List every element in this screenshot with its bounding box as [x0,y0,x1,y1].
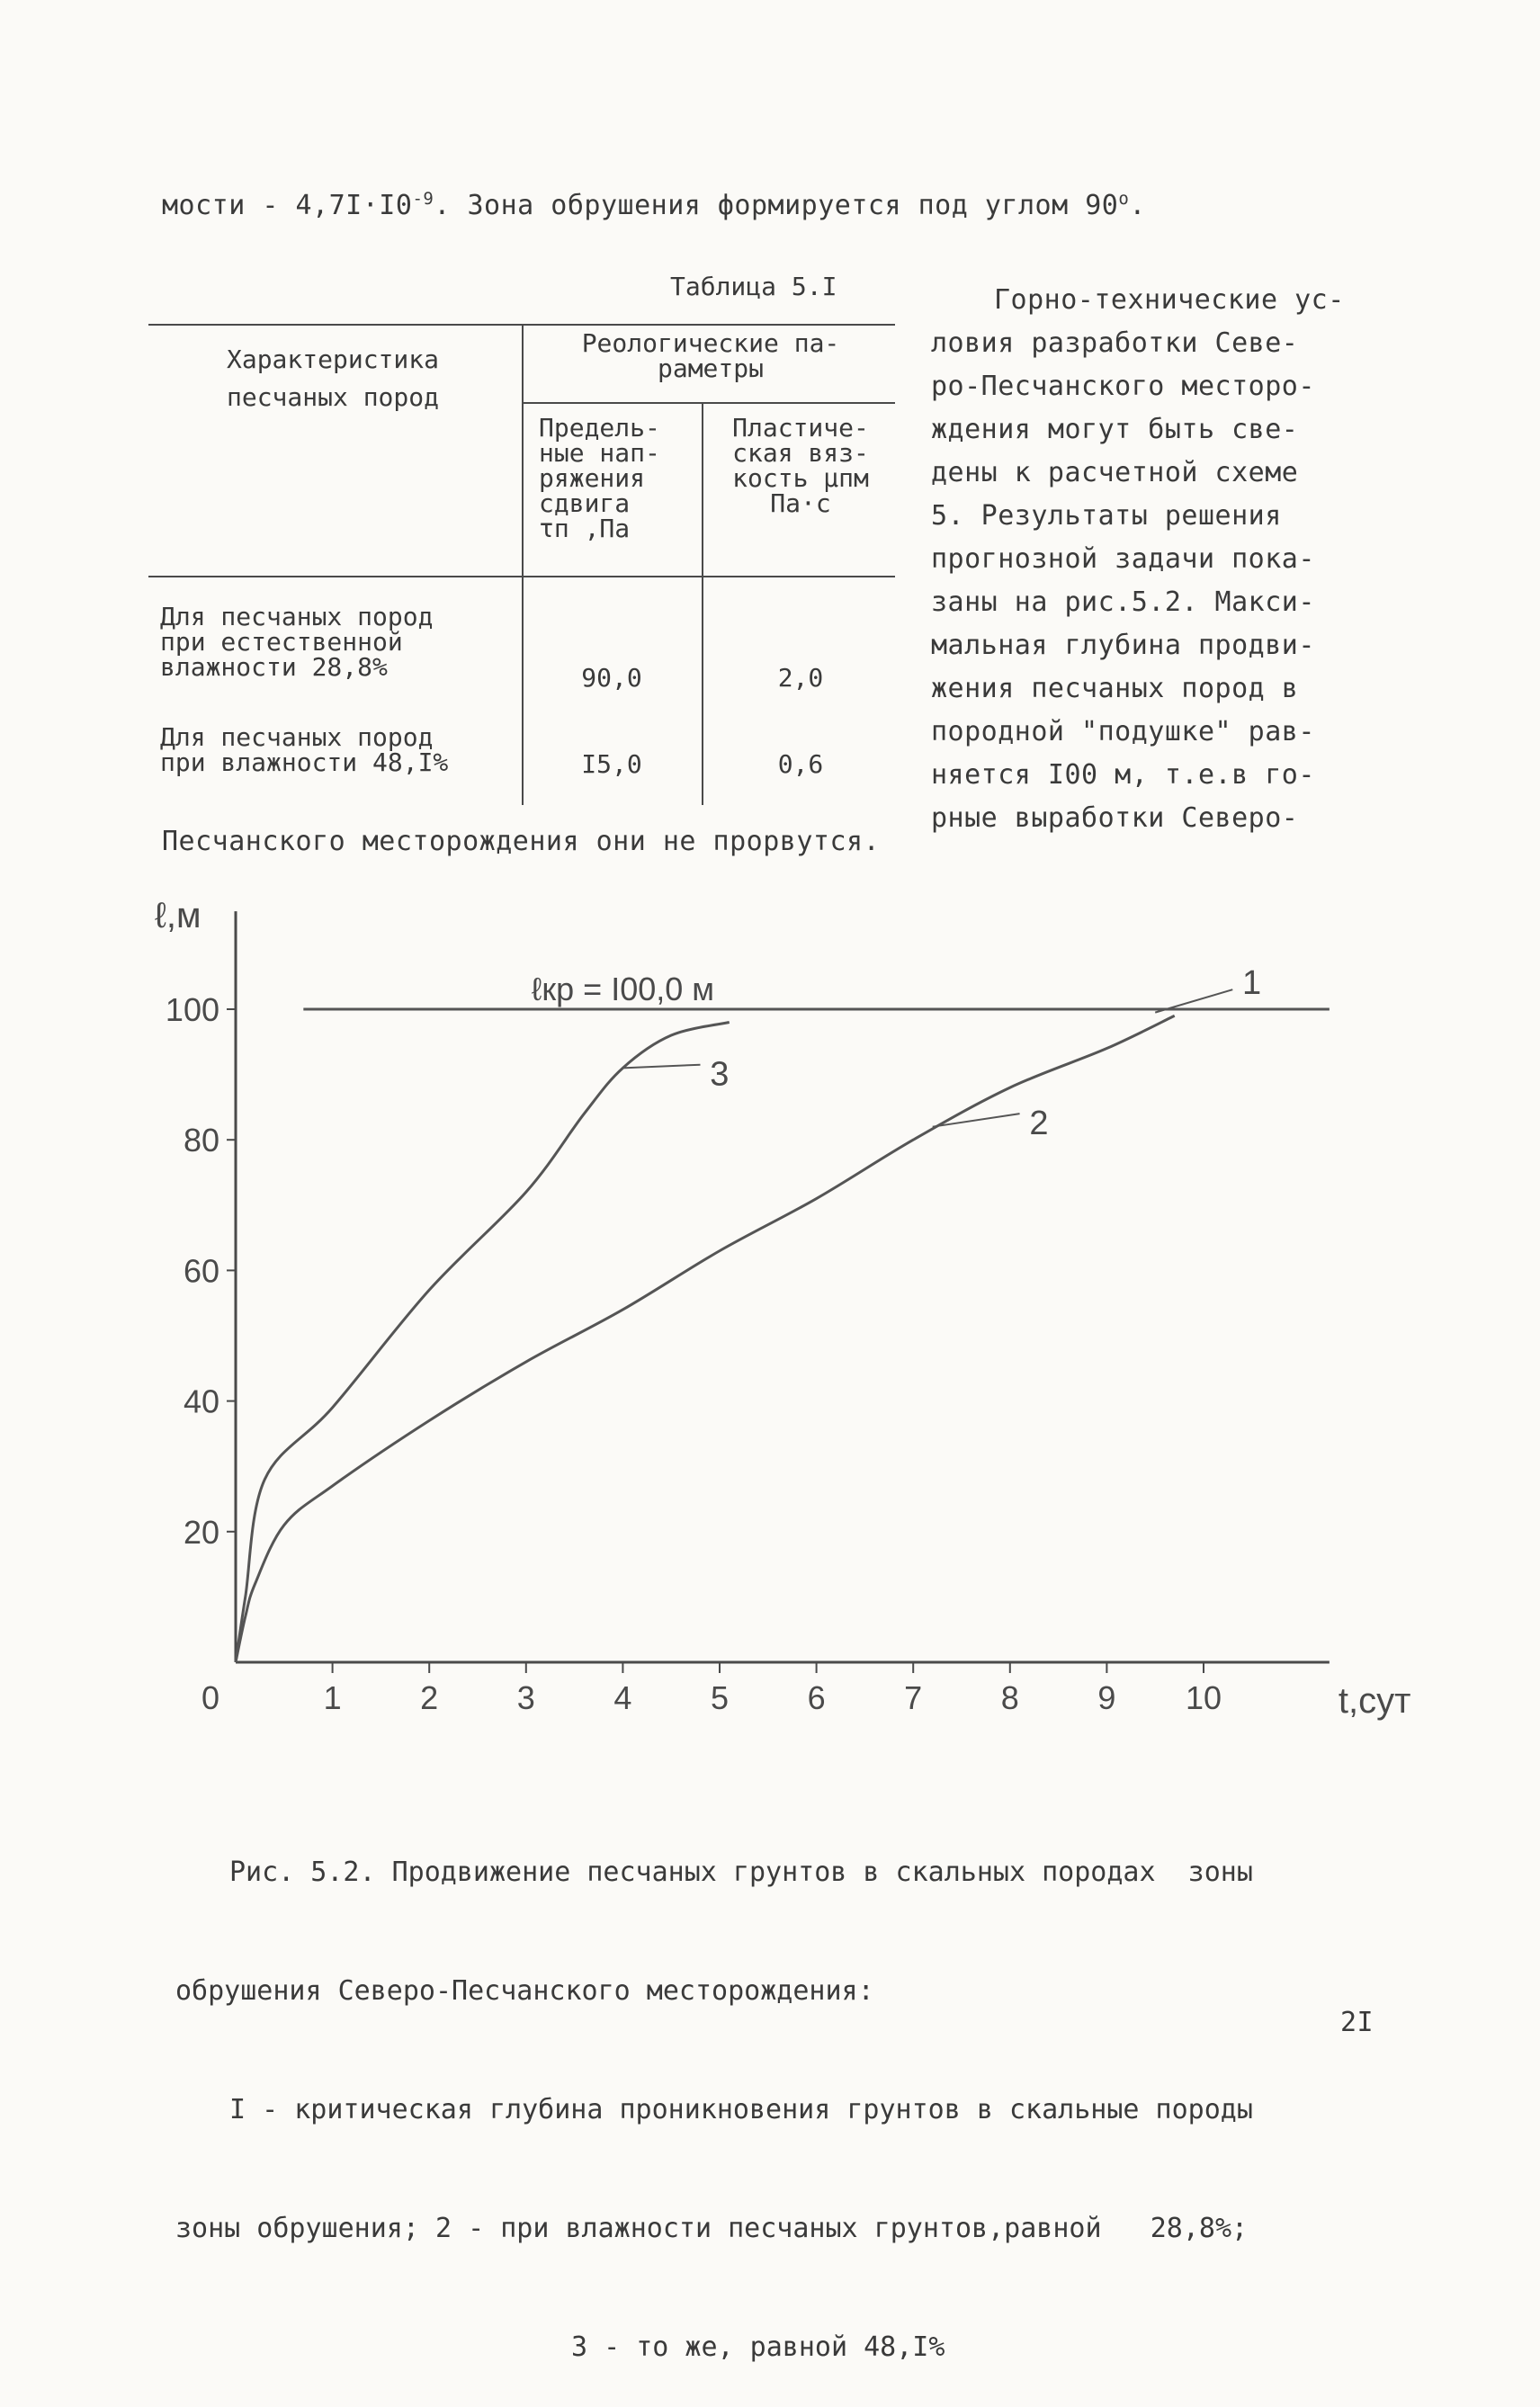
row1-label [160,604,520,680]
caption-line-3: I - критическая глубина проникновения грунтов в скальные породы [229,2094,1253,2125]
x-tick-label: 10 [1185,1679,1222,1716]
header-rheological [526,328,895,383]
curve-label-3: 3 [710,1055,730,1094]
header-viscosity-line: ская вяз- [732,438,869,468]
x-tick-label: 9 [1097,1679,1116,1716]
top-text-mid: . Зона обрушения формируется под углом 90 [434,190,1119,221]
table-title: Таблица 5.I [670,272,837,301]
header-rheological-line: Реологические па- [581,328,840,358]
x-tick-label: 5 [710,1679,730,1716]
y-tick-label: 40 [183,1382,219,1420]
header-shear-line: сдвига [539,488,631,518]
right-line: породной "подушке" рав- [931,716,1315,747]
top-text-line [162,184,1146,228]
right-line: мальная глубина продви- [931,630,1315,661]
header-viscosity-line: Пластиче- [732,413,869,443]
top-text-exponent: -9 [412,189,434,209]
header-characteristic [153,344,513,412]
header-shear-line: τп ,Па [539,514,631,543]
figure-caption [175,1774,1253,2407]
x-axis-label: t,сут [1338,1681,1411,1721]
row1-label-line: влажности 28,8% [160,652,388,682]
right-line: няется I00 м, т.е.в го- [931,759,1315,791]
right-line: заны на рис.5.2. Макси- [931,586,1315,618]
row2-viscosity-value: 0,6 [777,749,824,779]
row2-label-line: при влажности 48,I% [160,747,449,777]
caption-line-2: обрушения Северо-Песчанского месторождения: [175,1975,874,2007]
table-col-divider-1 [522,324,524,805]
right-line: ро-Песчанского месторо- [931,371,1315,402]
right-line: 5. Результаты решения [931,500,1282,532]
x-tick-label: 0 [201,1679,220,1716]
chart-ticks [166,991,1222,1716]
header-characteristic-line: Характеристика [226,344,439,374]
x-tick-label: 1 [323,1679,342,1716]
caption-line-5: 3 - то же, равной 48,I% [571,2331,945,2363]
row2-label [160,722,520,777]
y-tick-label: 20 [183,1513,219,1551]
figure-5-2-chart [0,899,1540,1727]
x-tick-label: 7 [904,1679,923,1716]
row1-label-line: Для песчаных пород [160,602,434,631]
row1-shear-value: 90,0 [581,663,642,693]
chart-axes [236,911,1330,1662]
row1-viscosity-value: 2,0 [777,663,824,693]
row1-label-line: при естественной [160,627,403,657]
curve-label-2: 2 [1029,1105,1049,1143]
right-line: рные выработки Северо- [931,802,1299,834]
y-axis-label: ℓ,м [155,899,201,936]
right-line: дены к расчетной схеме [931,457,1299,488]
x-tick-label: 3 [516,1679,535,1716]
y-tick-label: 100 [165,991,219,1028]
right-line: ждения могут быть све- [931,414,1299,445]
top-text-prefix: мости - 4,7I·I0 [162,190,413,221]
top-text-degree: o [1118,189,1130,209]
table-group-rule [522,402,895,404]
caption-line-4: зоны обрушения; 2 - при влажности песчаных грунтов,равной 28,8%; [175,2213,1249,2244]
right-line: ловия разработки Севе- [931,327,1299,359]
x-tick-label: 6 [807,1679,826,1716]
header-shear-stress [526,413,710,543]
critical-depth-label: ℓкр = I00,0 м [531,971,715,1007]
x-tick-label: 8 [1000,1679,1019,1716]
top-text-end: . [1129,190,1146,221]
row2-shear-value: I5,0 [581,749,642,779]
x-tick-label: 4 [613,1679,632,1716]
curve-3-leader [622,1065,700,1069]
header-shear-line: ные нап- [539,438,660,468]
caption-line-1: Рис. 5.2. Продвижение песчаных грунтов в скальных породах зоны [229,1857,1253,1888]
row2-label-line: Для песчаных пород [160,722,434,752]
right-line: прогнозной задачи пока- [931,543,1315,575]
header-viscosity-line: Па·с [770,488,831,518]
series-3-line [236,1023,730,1662]
right-line: Горно-технические ус- [994,284,1345,316]
continuation-line: Песчанского месторождения они не прорвутся. [162,826,881,857]
header-rheological-line: раметры [657,353,764,383]
header-viscosity [706,413,895,518]
right-column-text [931,236,1345,883]
header-shear-line: Предель- [539,413,660,443]
header-shear-line: ряжения [539,463,646,493]
right-line: жения песчаных пород в [931,673,1299,704]
chart-series [236,1009,1330,1662]
page-number: 2I [1340,2007,1374,2038]
curve-label-1: 1 [1242,963,1262,1002]
header-viscosity-line: кость μпм [732,463,869,493]
y-tick-label: 80 [183,1122,219,1159]
y-tick-label: 60 [183,1252,219,1290]
header-characteristic-line: песчаных пород [226,382,439,412]
chart-labels [155,899,1410,1721]
x-tick-label: 2 [420,1679,439,1716]
